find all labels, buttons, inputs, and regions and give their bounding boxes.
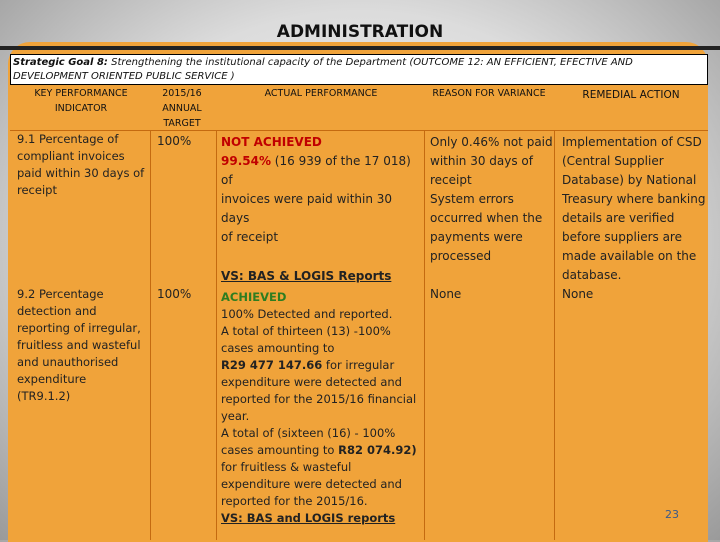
fruitless-amount: R82 074.92) [338, 443, 417, 457]
header-target [150, 86, 214, 131]
remedial-line: Implementation of CSD [562, 135, 702, 149]
table-row-2-target: 100% [157, 287, 192, 301]
kpi-line: compliant invoices [17, 149, 125, 163]
goal-text: Strengthening the institutional capacity of the Department (OUTCOME 12: AN EFFICIENT, EFECTIVE AND DEVELOPMENT ORIENTED PUBLIC SERVICE ) [13, 57, 633, 82]
header-kpi-line2: INDICATOR [54, 103, 108, 114]
page-title: ADMINISTRATION [276, 22, 444, 42]
table-row-1-actual [221, 133, 421, 286]
table-row-2-actual [221, 289, 423, 527]
remedial-line: Treasury where banking [562, 192, 706, 206]
header-target-line2: ANNUAL [162, 103, 202, 114]
actual-detail-line: reported for the 2015/16 financial [221, 392, 417, 406]
verification-source-link[interactable]: VS: BAS and LOGIS reports [221, 511, 396, 525]
spacer [221, 247, 421, 267]
reason-line: payments were [430, 230, 523, 244]
remedial-line: Database) by National [562, 173, 697, 187]
reason-line: within 30 days of [430, 154, 534, 168]
title-underline [0, 46, 720, 50]
remedial-line: before suppliers are [562, 230, 682, 244]
kpi-line: paid within 30 days of [17, 166, 145, 180]
status-achieved: ACHIEVED [221, 290, 287, 304]
actual-detail-line: for fruitless & wasteful [221, 460, 352, 474]
remedial-line: (Central Supplier [562, 154, 664, 168]
actual-detail-line [221, 357, 423, 374]
table-row-1-remedial [562, 133, 708, 285]
kpi-line: reporting of irregular, [17, 321, 141, 335]
remedial-line: details are verified [562, 211, 675, 225]
reason-line: occurred when the [430, 211, 543, 225]
table-row-1-reason [430, 133, 554, 266]
kpi-line: 9.2 Percentage [17, 287, 104, 301]
actual-detail-line: of receipt [221, 230, 279, 244]
remedial-line: database. [562, 268, 622, 282]
reason-line: Only 0.46% not paid [430, 135, 553, 149]
actual-detail-line: A total of (sixteen (16) - 100% [221, 426, 396, 440]
percentage-value: 99.54% [221, 154, 271, 168]
table-row-2-reason: None [430, 287, 462, 301]
header-kpi [14, 86, 148, 116]
irregular-amount: R29 477 147.66 [221, 358, 323, 372]
page-number: 23 [665, 508, 679, 521]
table-row-1-target: 100% [157, 134, 192, 148]
actual-detail-line: A total of thirteen (13) -100% [221, 324, 391, 338]
kpi-line: receipt [17, 183, 57, 197]
header-kpi-line1: KEY PERFORMANCE [34, 88, 128, 99]
actual-detail-line: expenditure were detected and [221, 477, 402, 491]
table-row-1-kpi [17, 131, 149, 199]
remedial-line: made available on the [562, 249, 697, 263]
kpi-line: fruitless and wasteful [17, 338, 141, 352]
actual-detail-line: 100% Detected and reported. [221, 307, 393, 321]
kpi-line: detection and [17, 304, 97, 318]
header-target-line1: 2015/16 [162, 88, 202, 99]
verification-source-link[interactable]: VS: BAS & LOGIS Reports [221, 269, 392, 283]
kpi-line: expenditure [17, 372, 87, 386]
column-divider [216, 130, 217, 540]
kpi-line: 9.1 Percentage of [17, 132, 119, 146]
header-remedial: REMEDIAL ACTION [582, 89, 680, 101]
column-divider [554, 130, 555, 540]
actual-detail-line: reported for the 2015/16. [221, 494, 368, 508]
status-not-achieved: NOT ACHIEVED [221, 135, 322, 149]
kpi-line: and unauthorised [17, 355, 119, 369]
actual-detail-text: for irregular [322, 358, 395, 372]
table-row-2-kpi [17, 286, 149, 405]
reason-line: processed [430, 249, 492, 263]
actual-detail-line: cases amounting to [221, 341, 335, 355]
header-target-line3: TARGET [163, 118, 201, 129]
actual-detail-line: year. [221, 409, 250, 423]
column-divider [424, 130, 425, 540]
column-divider [150, 130, 151, 540]
table-row-2-remedial: None [562, 287, 594, 301]
header-actual: ACTUAL PERFORMANCE [264, 88, 378, 99]
actual-detail-line [221, 152, 421, 190]
strategic-goal-banner [10, 54, 708, 85]
actual-detail-line: invoices were paid within 30 days [221, 192, 393, 225]
actual-detail-line: expenditure were detected and [221, 375, 402, 389]
reason-line: System errors [430, 192, 514, 206]
actual-detail-text: (16 939 of the 17 018) of [221, 154, 411, 187]
reason-line: receipt [430, 173, 472, 187]
actual-detail-text: cases amounting to [221, 443, 339, 457]
header-reason: REASON FOR VARIANCE [432, 88, 546, 99]
goal-prefix: Strategic Goal 8: [13, 57, 108, 68]
kpi-line: (TR9.1.2) [17, 389, 71, 403]
actual-detail-line [221, 442, 423, 459]
